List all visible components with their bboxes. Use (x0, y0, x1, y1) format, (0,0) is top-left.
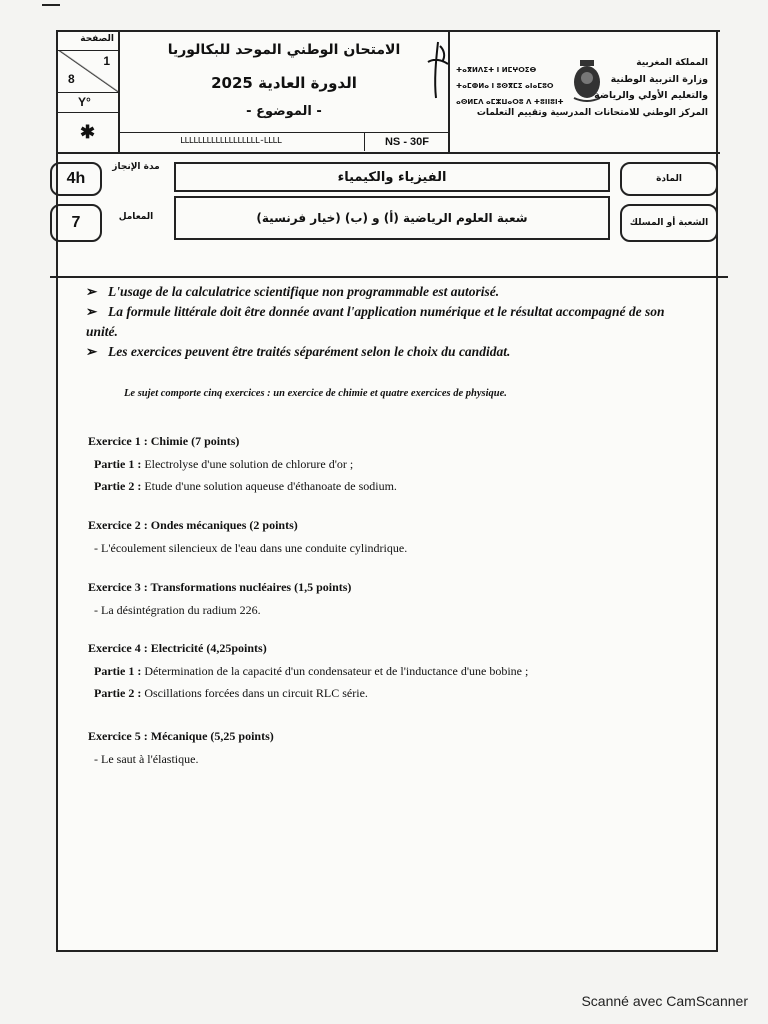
subject-matter: الفيزياء والكيمياء (174, 162, 610, 192)
exercise-part: Partie 1 : Détermination de la capacité d'un condensateur et de l'inductance d'une bobine ; (94, 664, 529, 678)
instruction-item: ➢ Les exercices peuvent être traités séparément selon le choix du candidat. (86, 342, 686, 362)
camscanner-watermark: Scanné avec CamScanner (581, 993, 748, 1009)
arrow-icon: ➢ (86, 344, 98, 359)
exercise-2 (88, 518, 407, 563)
exercise-part: Partie 2 : Oscillations forcées dans un circuit RLC série. (94, 686, 368, 700)
exam-header (58, 30, 720, 154)
barcode-text: LLLLLLLLLLLLLLLLLL-LLLL (180, 136, 282, 146)
arrow-icon: ➢ (86, 284, 98, 299)
page-label: الصفحة (80, 34, 114, 44)
subject-note: Le sujet comporte cinq exercices : un exercice de chimie et quatre exercices de physique. (124, 388, 507, 399)
matter-label: المادة (620, 162, 718, 196)
arrow-icon: ➢ (86, 304, 98, 319)
exercise-title: Exercice 3 : Transformations nucléaires (1,5 points) (88, 580, 352, 594)
scan-corner-mark (42, 4, 60, 6)
exercise-title: Exercice 5 : Mécanique (5,25 points) (88, 729, 274, 743)
tifinagh-line-3: ⴰⵙⵍⵎⴷ ⴰⵎⵣⵡⴰⵔⵓ ⴷ ⵜⵓⵏⵏⵓⵏⵜ (456, 98, 564, 106)
exam-session: الدورة العادية 2025 (211, 74, 357, 92)
signature-scribble (424, 40, 450, 100)
exercise-title: Exercice 4 : Electricité (4,25points) (88, 641, 267, 655)
instruction-item: ➢ La formule littérale doit être donnée avant l'application numérique et le résultat accompagné de son unité. (86, 304, 665, 339)
exam-center-name: المركز الوطني للامتحانات المدرسية وتقييم التعلمات (476, 108, 708, 118)
page-number-box (58, 32, 120, 152)
duration-label: مدة الإنجاز (112, 162, 160, 172)
exam-subject-label: - الموضوع - (246, 104, 322, 119)
subject-section (50, 160, 728, 278)
ministry-line-2: والتعليم الأولي والرياضة (594, 90, 708, 101)
exercise-1 (88, 434, 397, 501)
exercise-title: Exercice 1 : Chimie (7 points) (88, 434, 240, 448)
exercise-4 (88, 641, 528, 708)
page-number: 1 (103, 54, 110, 68)
exercise-part: Partie 1 : Electrolyse d'une solution de chlorure d'or ; (94, 457, 354, 471)
kingdom-name: المملكة المغربية (636, 58, 708, 68)
instructions-list (86, 282, 686, 362)
exam-title-block (120, 32, 450, 152)
instruction-item: ➢ L'usage de la calculatrice scientifique non programmable est autorisé. (86, 282, 686, 302)
page-marker: Y° (78, 95, 91, 109)
page-total: 8 (68, 72, 75, 86)
exercise-part: Partie 2 : Etude d'une solution aqueuse d'éthanoate de sodium. (94, 479, 397, 493)
exercise-part: - La désintégration du radium 226. (94, 603, 261, 617)
coefficient-value: 7 (50, 204, 102, 242)
coefficient-label: المعامل (118, 212, 154, 222)
tifinagh-line-1: ⵜⴰⴳⵍⴷⵉⵜ ⵏ ⵍⵎⵖⵔⵉⴱ (456, 66, 537, 74)
exercise-title: Exercice 2 : Ondes mécaniques (2 points) (88, 518, 298, 532)
star-icon: ✱ (80, 122, 96, 142)
subject-track: شعبة العلوم الرياضية (أ) و (ب) (خيار فرنسية) (174, 196, 610, 240)
tifinagh-line-2: ⵜⴰⵎⵀⵍⴰ ⵏ ⵓⵙⴳⵎⵉ ⴰⵏⴰⵎⵓⵔ (456, 82, 554, 90)
ministry-line-1: وزارة التربية الوطنية (610, 74, 708, 85)
duration-value: 4h (50, 162, 102, 196)
exercise-5 (88, 729, 274, 774)
exercise-3 (88, 580, 351, 625)
track-label: الشعبة أو المسلك (620, 204, 718, 242)
ministry-block (450, 32, 716, 152)
exercise-part: - Le saut à l'élastique. (94, 752, 199, 766)
exam-code: NS - 30F (364, 133, 449, 151)
exercise-part: - L'écoulement silencieux de l'eau dans une conduite cylindrique. (94, 541, 408, 555)
exam-title: الامتحان الوطني الموحد للبكالوريا (167, 42, 401, 58)
